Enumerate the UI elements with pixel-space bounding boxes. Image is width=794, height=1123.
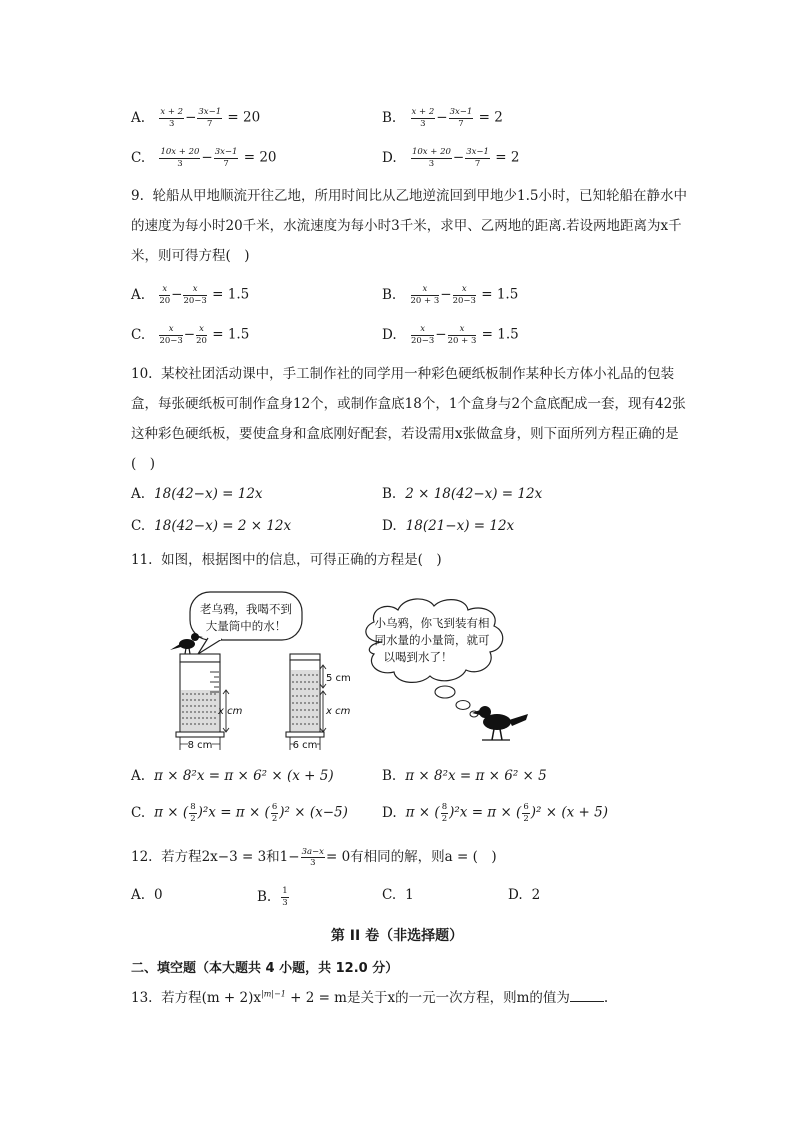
option-label: D. [382,149,397,166]
question-text: = 0有相同的解，则a = ( ) [325,849,497,865]
fraction: $\frac{8}{2}$ [190,802,196,824]
expr-part: π × ( [154,804,189,821]
section-title: 二、填空题（本大题共 4 小题，共 12.0 分） [131,961,399,976]
q10-stem [131,359,693,479]
q9-stem [131,181,693,271]
question-number: 12. [131,849,153,865]
fraction: $\frac{x}{20 + 3}$ [410,284,440,306]
fraction: $\frac{3x-1}{7}$ [214,147,238,169]
fraction: $\frac{x}{20-3}$ [183,284,207,306]
option-value: 2 [531,887,541,903]
option-expr: 2 × 18(42−x) = 12x [405,486,543,502]
option-label: B. [382,286,397,303]
option-label: D. [382,518,397,534]
option-label: B. [382,109,397,126]
option-label: A. [131,109,146,126]
period: . [603,990,609,1006]
exponent: |m|−1 [261,989,286,999]
option-label: D. [508,887,523,903]
q12-option-d[interactable] [508,887,540,903]
fraction: $\frac{1}{3}$ [282,886,288,908]
q10-option-d[interactable] [382,518,514,534]
large-cylinder [176,654,243,751]
question-number: 10. [131,366,153,382]
label-width-right: 6 cm [292,740,318,751]
option-label: B. [257,888,272,905]
fraction: $\frac{x + 2}{3}$ [160,107,184,129]
q12-option-c[interactable] [382,887,414,903]
q8-option-d[interactable]: D. $\frac{10x + 20}{3}$ − $\frac{3x-1}{7}$ = 2 [382,147,520,169]
fraction: $\frac{3x-1}{7}$ [198,107,222,129]
option-label: B. [382,768,397,784]
fraction: $\frac{x}{20}$ [159,284,171,306]
fraction: $\frac{x}{20}$ [196,324,207,346]
q12-stem [131,845,497,868]
rhs: = 1.5 [212,286,250,303]
crow-illustration [160,590,540,755]
q10-option-c[interactable] [131,518,291,534]
fraction: $\frac{10x + 20}{3}$ [160,147,200,169]
fraction: $\frac{x + 2}{3}$ [411,107,435,129]
cloud-line-1: 小乌鸦，你飞到装有相 [374,616,490,630]
q11-option-a[interactable] [131,768,334,784]
option-label: C. [131,326,146,343]
q9-option-c[interactable]: C. $\frac{x}{20-3}$ − $\frac{x}{20}$ = 1.5 [131,324,250,346]
expr-part: )²x = π × ( [449,804,522,821]
label-x-right: x cm [326,706,351,717]
option-expr: 18(21−x) = 12x [405,518,515,534]
option-label: A. [131,486,146,502]
fraction: $\frac{x}{20-3}$ [452,284,476,306]
option-label: A. [131,768,146,784]
option-expr: π × 8²x = π × 6² × 5 [405,768,547,784]
question-text: + 2 = m是关于x的一元一次方程，则m的值为 [285,990,570,1006]
q11-stem [131,545,693,575]
option-value: 0 [154,887,163,903]
option-label: C. [131,518,146,534]
fraction: $\frac{x}{20-3}$ [159,324,183,346]
label-x-left: x cm [218,706,243,717]
crow-icon [472,706,528,740]
part2-title: 第 II 卷（非选择题） [330,928,464,944]
option-label: D. [382,804,397,821]
option-label: B. [382,486,397,502]
fraction: $\frac{8}{2}$ [441,802,448,824]
rhs: = 1.5 [481,326,519,343]
expr-part: )² × (x + 5) [530,804,608,821]
option-label: D. [382,326,397,343]
cloud-line-3: 以喝到水了！ [383,650,453,664]
label-width-left: 8 cm [187,740,213,751]
question-text: 如图，根据图中的信息，可得正确的方程是( ) [161,552,442,568]
option-expr: π × 8²x = π × 6² × (x + 5) [154,768,334,784]
fraction: $\frac{10x + 20}{3}$ [411,147,451,169]
q11-option-d[interactable] [382,803,608,823]
rhs: = 2 [495,149,520,166]
rhs: = 20 [243,149,277,166]
q8-option-b[interactable]: B. $\frac{x + 2}{3}$ − $\frac{3x-1}{7}$ = 2 [382,107,503,129]
q12-option-a[interactable] [131,887,163,903]
fraction: $\frac{x}{20-3}$ [410,324,435,346]
fraction: $\frac{6}{2}$ [271,802,278,824]
fraction: $\frac{x}{20 + 3}$ [447,324,477,346]
q11-option-b[interactable] [382,768,547,784]
option-label: A. [131,286,146,303]
question-text: 某校社团活动课中，手工制作社的同学用一种彩色硬纸板制作某种长方体小礼品的包装盒，每张硬纸板可制作盒身12个，或制作盒底18个，1个盒身与2个盒底配成一套，现有42张这种彩色硬纸板，要使盒身和盒底刚好配套，若设需用x张做盒身，则下面所列方程正确的是( ) [131,366,686,472]
q8-option-a[interactable]: A. $\frac{x + 2}{3}$ − $\frac{3x-1}{7}$ = 20 [131,107,261,129]
rhs: = 1.5 [212,326,250,343]
thought-cloud [366,599,503,717]
option-label: A. [131,887,146,903]
expr-part: )² × (x−5) [279,804,348,821]
q11-option-c[interactable] [131,803,348,823]
option-label: C. [382,887,397,903]
small-crow-icon [170,633,203,654]
question-number: 13. [131,990,153,1006]
fraction: $\frac{3a-x}{3}$ [301,846,324,868]
option-expr: 18(42−x) = 2 × 12x [154,518,292,534]
bubble-left-line-2: 大量筒中的水！ [205,619,287,633]
option-label: C. [131,804,146,821]
q9-option-d[interactable]: D. $\frac{x}{20-3}$ − $\frac{x}{20 + 3}$ = 1.5 [382,324,519,346]
question-text: 轮船从甲地顺流开往乙地，所用时间比从乙地逆流回到甲地少1.5小时，已知轮船在静水中的速度为每小时20千米，水流速度为每小时3千米，求甲、乙两地的距离.若设两地距离为x千米，则可得方程( ) [131,188,687,264]
rhs: = 1.5 [481,286,519,303]
q9-option-a[interactable]: A. $\frac{x}{20}$ − $\frac{x}{20-3}$ = 1.5 [131,284,250,306]
small-cylinder [286,654,351,751]
q10-option-b[interactable] [382,486,542,502]
fraction: $\frac{3x-1}{7}$ [449,107,473,129]
expr-part: )²x = π × ( [197,804,270,821]
rhs: = 20 [227,109,261,126]
question-text: 若方程2x−3 = 3和1− [161,849,300,865]
option-expr: 18(42−x) = 12x [154,486,263,502]
fraction: $\frac{3x-1}{7}$ [466,147,489,169]
question-text: 若方程(m + 2)x [161,990,262,1006]
bubble-left-line-1: 老乌鸦，我喝不到 [200,602,292,616]
question-number: 11. [131,552,153,568]
q8-option-c[interactable]: C. $\frac{10x + 20}{3}$ − $\frac{3x-1}{7}$ = 20 [131,147,277,169]
answer-blank[interactable] [570,989,604,1002]
expr-part: π × ( [405,804,440,821]
option-value: 1 [405,887,414,903]
q9-option-b[interactable]: B. $\frac{x}{20 + 3}$ − $\frac{x}{20-3}$ = 1.5 [382,284,519,306]
fraction: $\frac{6}{2}$ [523,802,529,824]
question-number: 9. [131,188,144,204]
rhs: = 2 [478,109,503,126]
q10-option-a[interactable] [131,486,263,502]
label-5cm: 5 cm [326,673,351,684]
q13-stem [131,986,608,1006]
cloud-line-2: 同水量的小量筒，就可 [374,633,490,647]
option-label: C. [131,149,146,166]
speech-bubble-left [190,592,302,654]
q12-option-b[interactable] [257,887,290,907]
